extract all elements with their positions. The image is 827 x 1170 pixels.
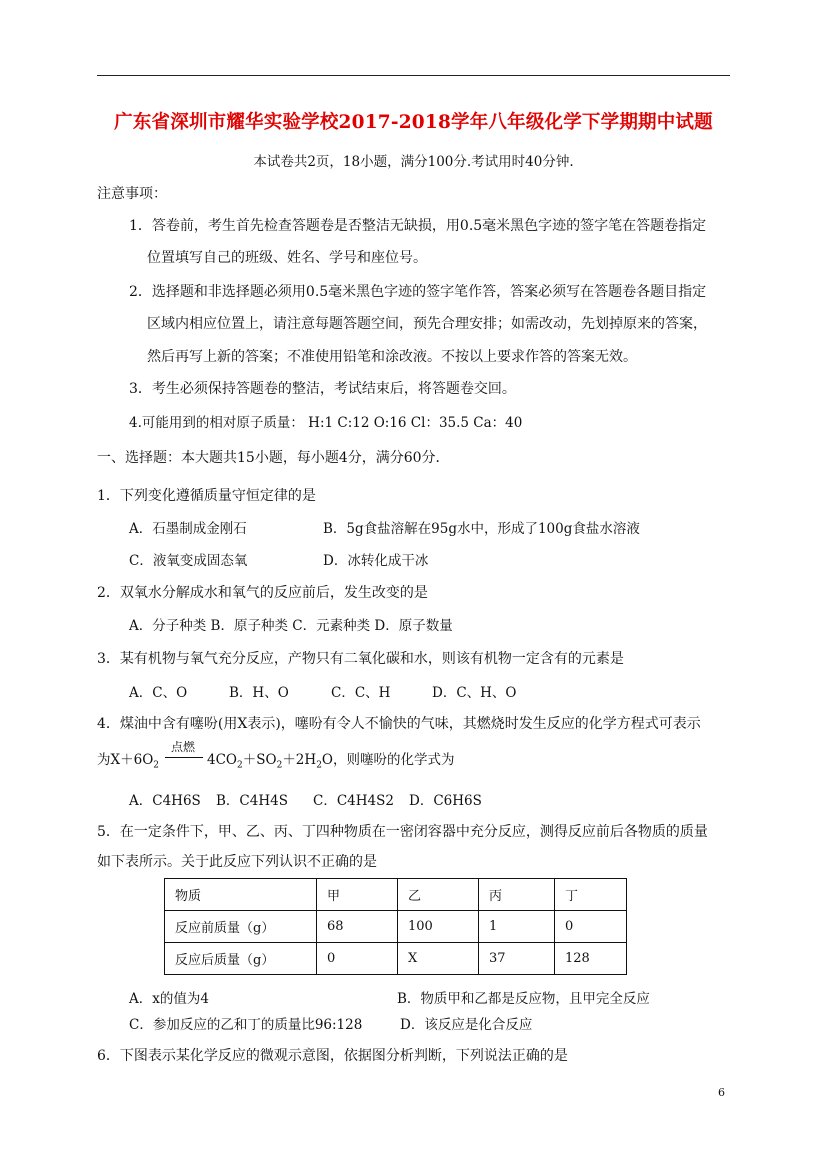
q4-option-d: D．C6H6S: [409, 793, 482, 809]
q4-option-a: A．C4H6S: [129, 793, 201, 809]
q1-option-a: A．石墨制成金刚石: [129, 521, 247, 537]
page-title: 广东省深圳市耀华实验学校2017-2018学年八年级化学下学期期中试题: [114, 112, 713, 133]
notice-heading: 注意事项：: [97, 186, 167, 202]
q2-options: A．分子种类 B．原子种类 C．元素种类 D．原子数量: [129, 618, 453, 634]
question-3-stem: 3．某有机物与氧气充分反应，产物只有二氧化碳和水，则该有机物一定含有的元素是: [97, 651, 624, 667]
q5-option-c: C．参加反应的乙和丁的质量比96:128: [129, 1017, 363, 1033]
chemical-equation: 为$X+6O_2$ $4CO_2+SO_2+2H_2O$，则噻吩的化学式为: [97, 752, 455, 771]
page-number: 6: [718, 1086, 725, 1099]
table-cell: 反应前质量（g）: [165, 911, 317, 943]
q5-option-b: B．物质甲和乙都是反应物，且甲完全反应: [397, 991, 650, 1007]
table-header: 丁: [555, 879, 627, 911]
table-cell: 100: [398, 911, 479, 943]
notice-item: 3．考生必须保持答题卷的整洁，考试结束后，将答题卷交回。: [129, 381, 516, 397]
question-1-stem: 1．下列变化遵循质量守恒定律的是: [97, 488, 316, 504]
q1-option-d: D．冰转化成干冰: [323, 553, 429, 569]
table-cell: 1: [479, 911, 555, 943]
notice-item: 2．选择题和非选择题必须用0.5毫米黑色字迹的签字笔作答，答案必须写在答题卷各题目指定: [129, 284, 707, 300]
notice-item: 然后再写上新的答案；不准使用铅笔和涂改液。不按以上要求作答的答案无效。: [147, 349, 637, 365]
q4-option-b: B．C4H4S: [216, 793, 288, 809]
reaction-condition: 点燃: [171, 740, 196, 754]
notice-item: 位置填写自己的班级、姓名、学号和座位号。: [147, 250, 427, 266]
question-4-stem: 4．煤油中含有噻吩(用X表示)，噻吩有令人不愉快的气味，其燃烧时发生反应的化学方程式可表示: [97, 716, 701, 732]
table-cell: 反应后质量（g）: [165, 943, 317, 975]
table-header: 丙: [479, 879, 555, 911]
table-header: 乙: [398, 879, 479, 911]
mass-table: [164, 878, 627, 975]
q3-option-a: A．C、O: [129, 685, 188, 701]
q3-option-b: B．H、O: [229, 685, 289, 701]
table-cell: 0: [317, 943, 398, 975]
table-cell: 0: [555, 911, 627, 943]
exam-info: 本试卷共2页，18小题，满分100分.考试用时40分钟.: [253, 154, 574, 170]
q5-option-a: A．x的值为4: [129, 991, 209, 1007]
table-header-row: [165, 879, 627, 911]
question-5-stem-cont: 如下表所示。关于此反应下列认识不正确的是: [97, 854, 377, 870]
notice-item: 4.可能用到的相对原子质量： H:1 C:12 O:16 Cl：35.5 Ca：40: [129, 415, 523, 431]
q1-option-c: C．液氧变成固态氧: [129, 553, 248, 569]
table-cell: 128: [555, 943, 627, 975]
table-cell: 68: [317, 911, 398, 943]
notice-item: 1．答卷前，考生首先检查答题卷是否整洁无缺损，用0.5毫米黑色字迹的签字笔在答题卷指定: [129, 218, 707, 234]
notice-item: 区域内相应位置上，请注意每题答题空间，预先合理安排；如需改动，先划掉原来的答案，: [147, 316, 707, 332]
table-row: [165, 911, 627, 943]
table-cell: 37: [479, 943, 555, 975]
q3-option-c: C．C、H: [331, 685, 391, 701]
table-cell: X: [398, 943, 479, 975]
q3-option-d: D．C、H、O: [432, 685, 517, 701]
question-2-stem: 2．双氧水分解成水和氧气的反应前后，发生改变的是: [97, 585, 428, 601]
header-rule: [97, 75, 730, 76]
section-heading: 一、选择题：本大题共15小题，每小题4分，满分60分．: [97, 450, 450, 466]
question-5-stem: 5．在一定条件下，甲、乙、丙、丁四种物质在一密闭容器中充分反应，测得反应前后各物质的质量: [97, 824, 708, 840]
table-row: [165, 943, 627, 975]
q5-option-d: D．该反应是化合反应: [400, 1017, 533, 1033]
q1-option-b: B．5g食盐溶解在95g水中，形成了100g食盐水溶液: [323, 521, 640, 537]
table-header: 甲: [317, 879, 398, 911]
table-header: 物质: [165, 879, 317, 911]
q4-option-c: C．C4H4S2: [313, 793, 394, 809]
question-6-stem: 6．下图表示某化学反应的微观示意图，依据图分析判断，下列说法正确的是: [97, 1048, 568, 1064]
